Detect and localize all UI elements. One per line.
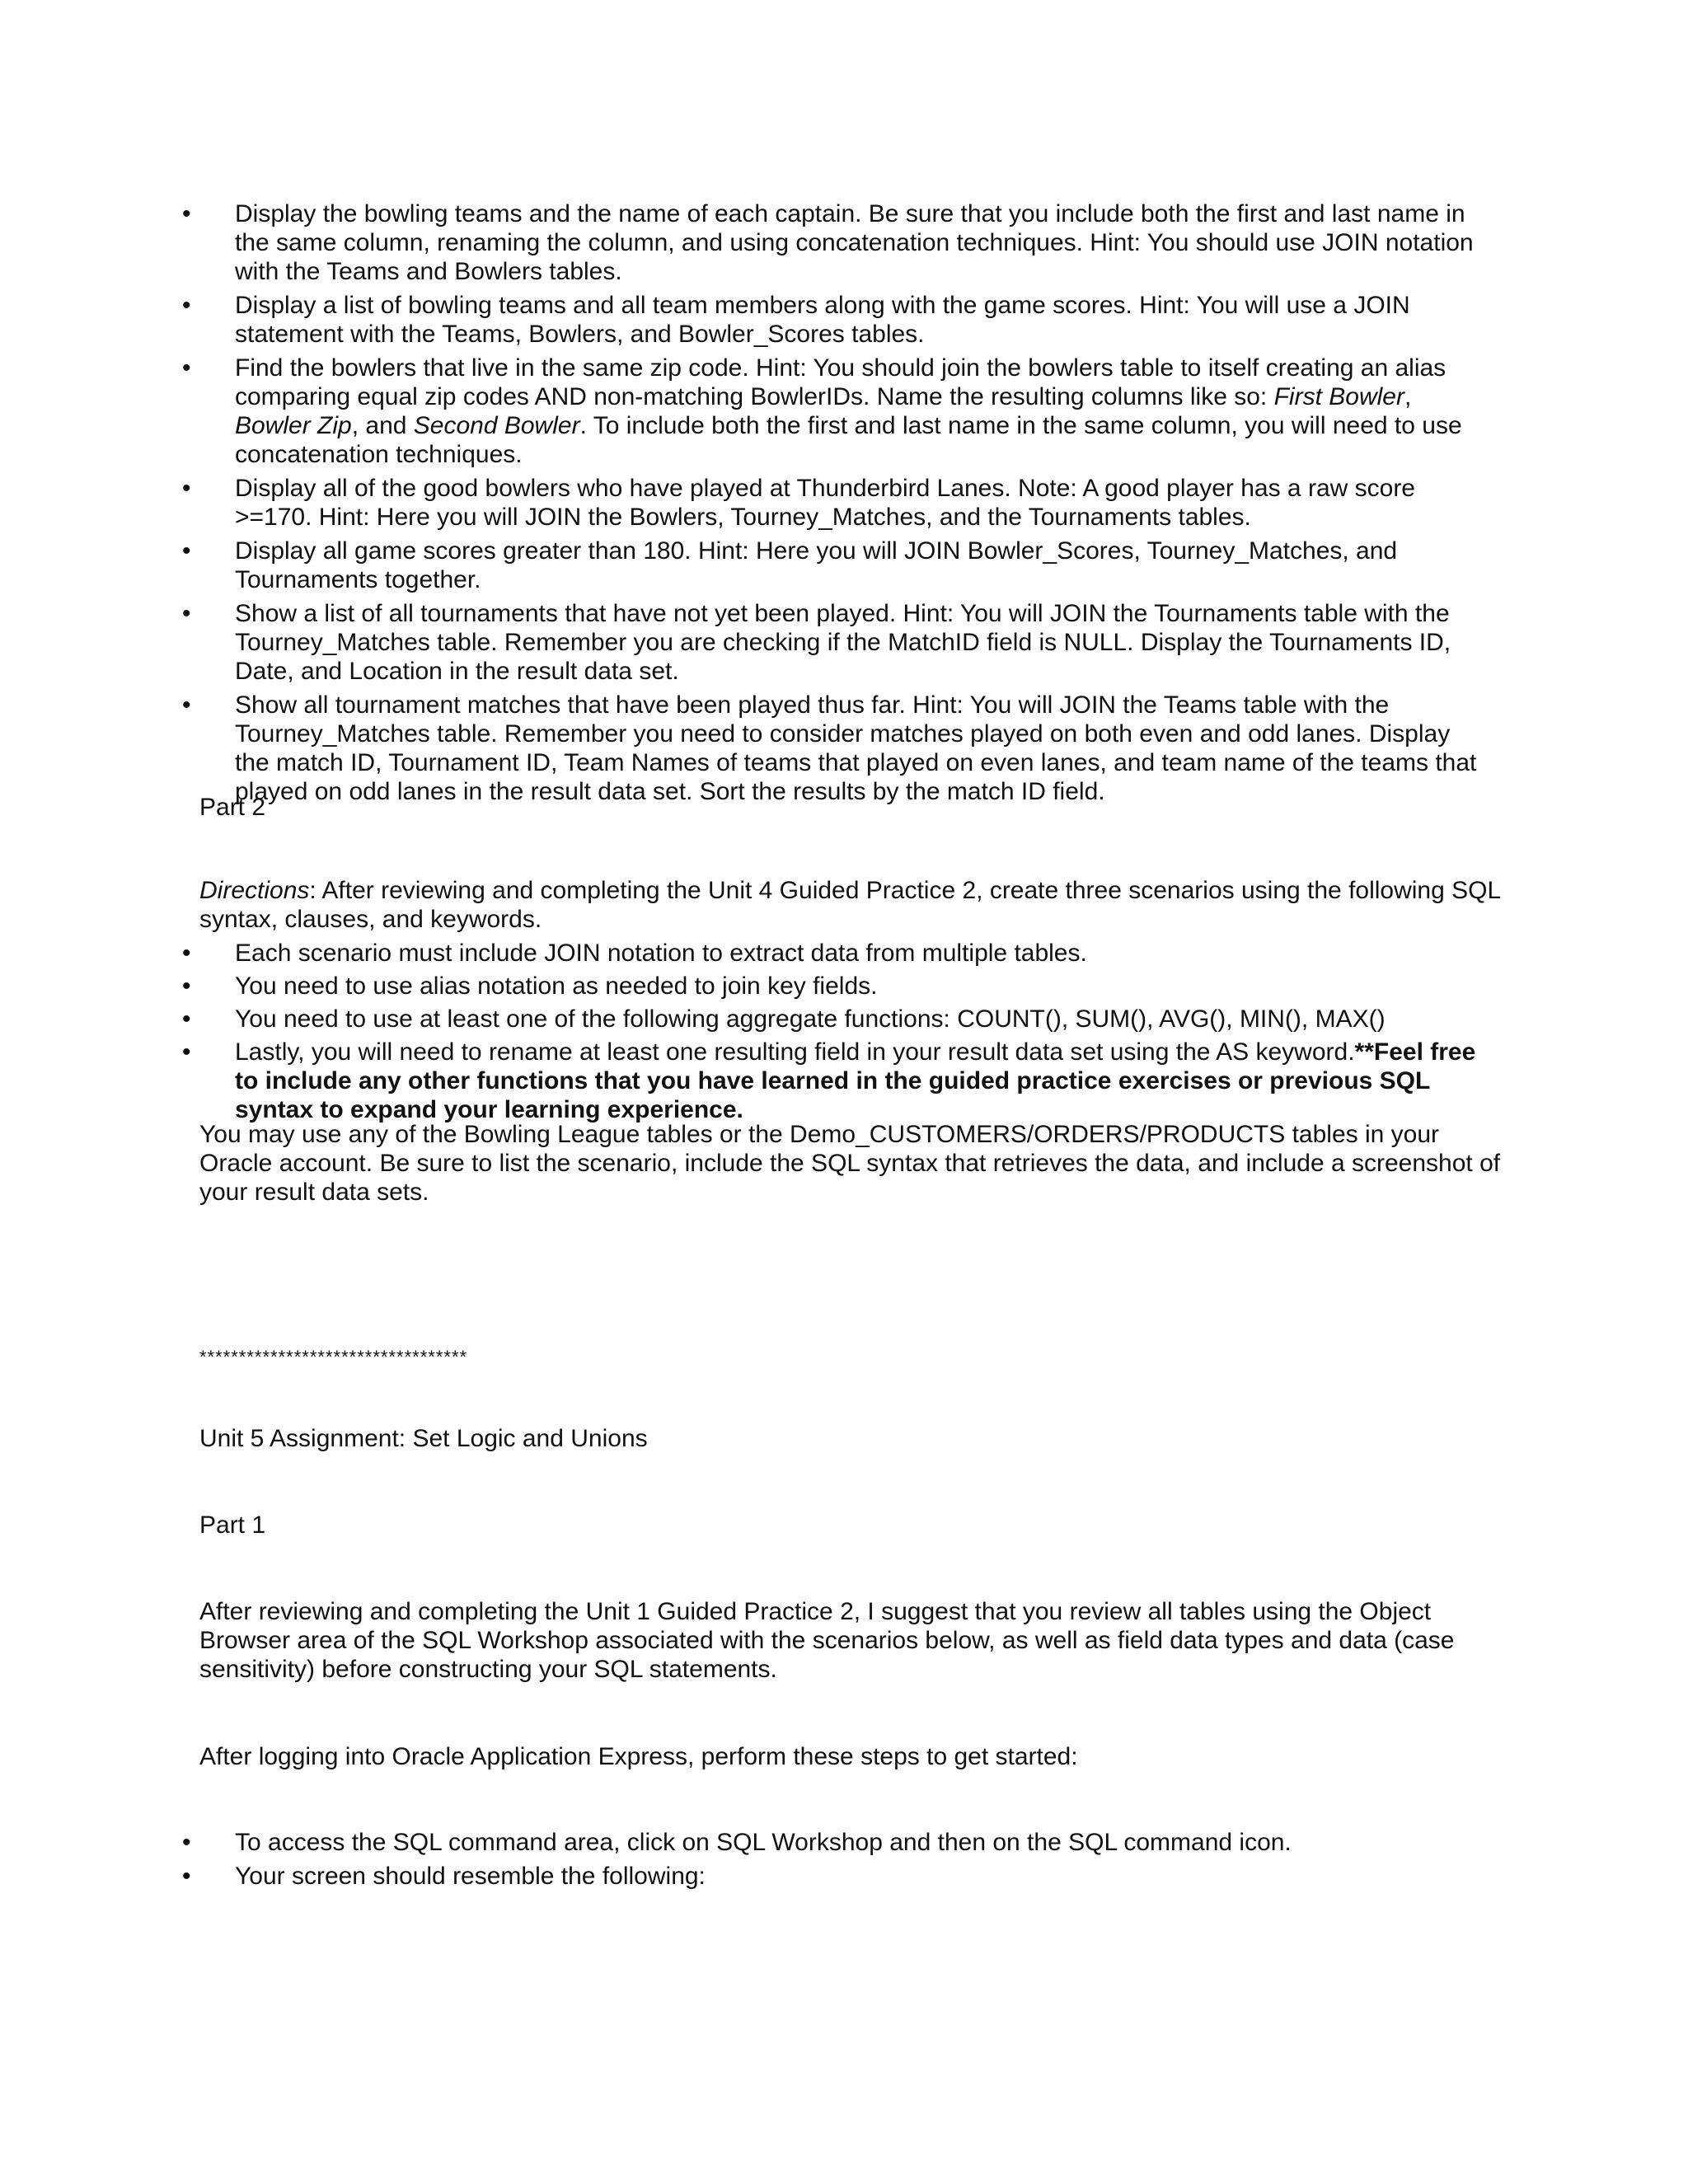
bullet-dot: • [182,292,191,319]
bullet-dot: • [182,1829,191,1856]
bullet-dot: • [182,600,191,627]
unit4-part1-bullet-list [0,199,1488,811]
list-item-text-pre: Find the bowlers that live in the same zip code. Hint: You should join the bowlers table to itself creating an alias comparing equal zip codes AND non-matching BowlerIDs. Name the resulting columns like so: [235,354,1447,410]
list-item [0,1828,1488,1857]
bullet-dot: • [182,475,191,502]
list-item [0,599,1488,686]
list-item [0,939,1488,968]
list-item [0,199,1488,286]
bullet-dot: • [182,1863,191,1890]
list-item [0,537,1488,594]
column-name-second-bowler: Second Bowler [413,412,580,439]
list-item [0,474,1488,532]
bullet-dot: • [182,200,191,227]
bullet-dot: • [182,972,191,1000]
list-item-text: Display all of the good bowlers who have played at Thunderbird Lanes. Note: A good player has a raw score >=170. Hint: Here you will JOIN the Bowlers, Tourney_Matches, and the Tournaments tables. [235,475,1415,531]
list-item-text: Lastly, you will need to rename at least one resulting field in your result data set using the AS keyword. [235,1038,1355,1066]
list-item-text-sep: , [1404,383,1412,410]
directions-paragraph [199,876,1502,934]
list-item [0,1862,1488,1891]
closing-paragraph: You may use any of the Bowling League tables or the Demo_CUSTOMERS/ORDERS/PRODUCTS tables in your Oracle account. Be sure to list the scenario, include the SQL syntax that retrieves the data, and include a screenshot of your result data sets. [199,1121,1501,1206]
list-item-text: Display a list of bowling teams and all team members along with the game scores. Hint: You will use a JOIN statement with the Teams, Bowlers, and Bowler_Scores tables. [235,292,1410,348]
list-item-text: You need to use at least one of the following aggregate functions: COUNT(), SUM(), AVG(), MIN(), MAX() [235,1005,1386,1033]
list-item-text: You need to use alias notation as needed to join key fields. [235,972,878,1000]
bullet-dot: • [182,537,191,565]
unit5-title: Unit 5 Assignment: Set Logic and Unions [199,1425,648,1452]
bold-note: **Feel free to include any other functions that you have learned in the guided practice exercises or previous SQL syntax to expand your learning experience. [235,1038,1476,1123]
bullet-dot: • [182,1005,191,1033]
login-instructions: After logging into Oracle Application Express, perform these steps to get started: [199,1743,1078,1770]
bullet-dot: • [182,691,191,719]
list-item-text: Your screen should resemble the following: [235,1863,706,1890]
list-item [0,354,1488,469]
unit4-part2-bullet-list [0,939,1488,1129]
list-item-text-sep: , and [351,412,414,439]
part2-heading: Part 2 [199,794,266,821]
list-item-text: Display the bowling teams and the name of each captain. Be sure that you include both the first and last name in the same column, renaming the column, and using concatenation techniques. Hint: You should use JOIN notation with the Teams and Bowlers tables. [235,200,1474,285]
list-item-text: Show a list of all tournaments that have not yet been played. Hint: You will JOIN the Tournaments table with the Tourney_Matches table. Remember you are checking if the MatchID field is NULL. Display the Tournaments ID, Date, and Location in the result data set. [235,600,1451,685]
list-item [0,1038,1488,1124]
bullet-dot: • [182,940,191,967]
directions-text: : After reviewing and completing the Unit 4 Guided Practice 2, create three scenarios using the following SQL syntax, clauses, and keywords. [199,877,1501,933]
list-item-text: Show all tournament matches that have been played thus far. Hint: You will JOIN the Teams table with the Tourney_Matches table. Remember you need to consider matches played on both even and odd lanes. Display the match ID, Tournament ID, Team Names of teams that played on even lanes, and team name of the teams that played on odd lanes in the result data set. Sort the results by the match ID field. [235,691,1477,805]
bullet-dot: • [182,1038,191,1066]
list-item-text: Each scenario must include JOIN notation to extract data from multiple tables. [235,940,1087,967]
directions-label: Directions [199,877,310,904]
list-item-text-post: . To include both the first and last name in the same column, you will need to use concatenation techniques. [235,412,1462,468]
column-name-bowler-zip: Bowler Zip [235,412,352,439]
unit5-intro-paragraph: After reviewing and completing the Unit 1 Guided Practice 2, I suggest that you review all tables using the Object Browser area of the SQL Workshop associated with the scenarios below, as well as field data types and data (case sensitivity) before constructing your SQL statements. [199,1598,1455,1683]
list-item [0,691,1488,806]
list-item [0,291,1488,349]
bullet-dot: • [182,354,191,382]
list-item-text: To access the SQL command area, click on SQL Workshop and then on the SQL command icon. [235,1829,1292,1856]
column-name-first-bowler: First Bowler [1273,383,1404,410]
list-item [0,1005,1488,1033]
unit5-bullet-list [0,1828,1488,1896]
list-item [0,972,1488,1001]
list-item-text: Display all game scores greater than 180. Hint: Here you will JOIN Bowler_Scores, Tourney_Matches, and Tournaments together. [235,537,1398,593]
separator-asterisks: ********************************** [199,1347,468,1367]
unit5-part1-heading: Part 1 [199,1511,266,1539]
